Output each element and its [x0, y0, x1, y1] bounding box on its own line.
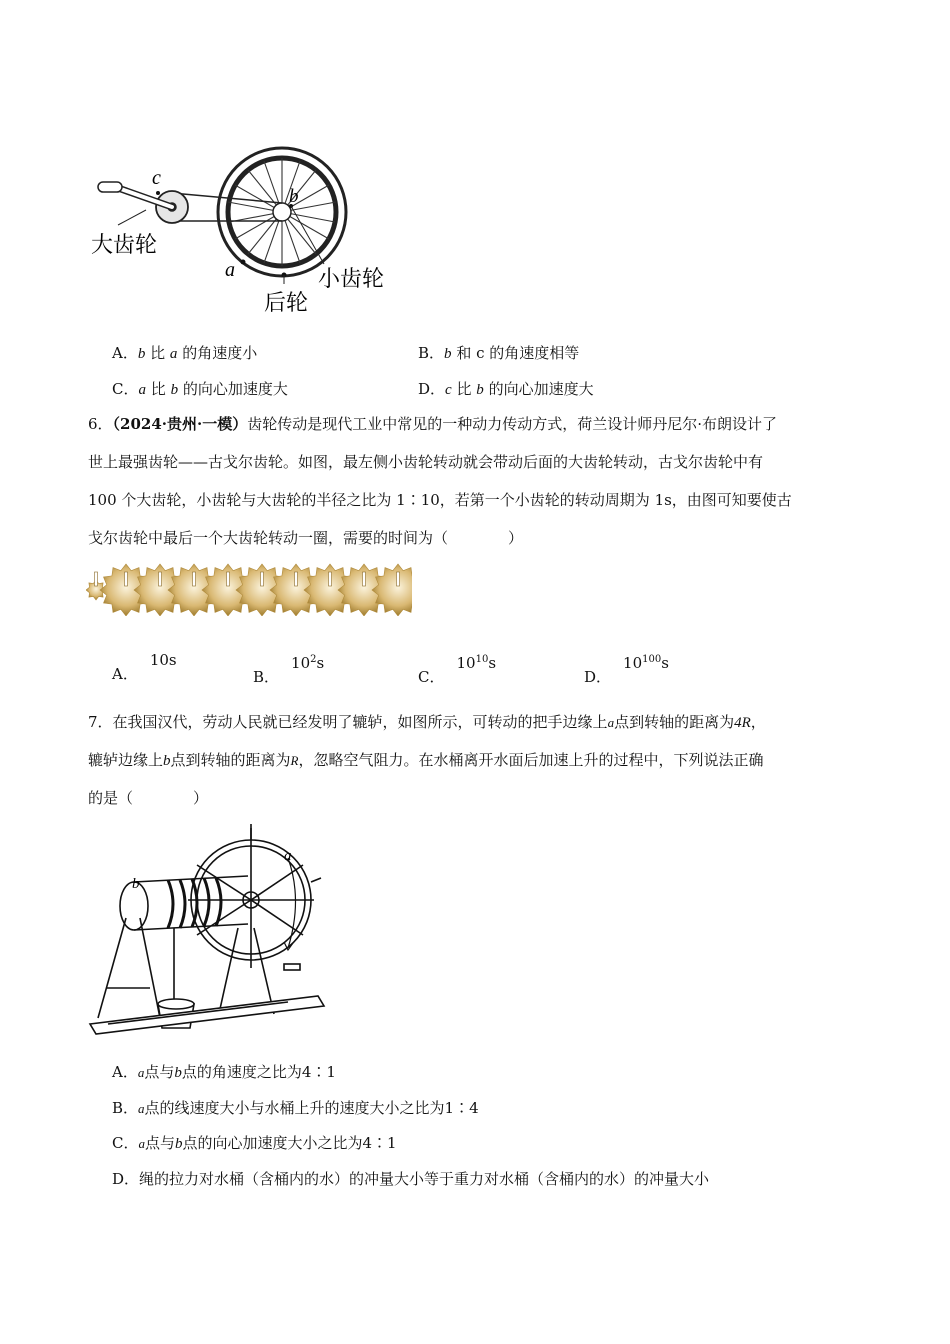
label-small-gear: 小齿轮 — [318, 267, 385, 292]
big-gear-2-shaft — [159, 572, 162, 586]
q6-option-d[interactable]: D．$10^{100}s$ — [584, 654, 669, 686]
label-b: b — [289, 186, 299, 207]
windlass-label-a: a — [284, 848, 292, 864]
q7-option-d[interactable]: D．绳的拉力对水桶（含桶内的水）的冲量大小等于重力对水桶（含桶内的水）的冲量大小 — [112, 1170, 710, 1188]
q7-stem-line1: 7．在我国汉代，劳动人民就已经发明了辘轳，如图所示，可转动的把手边缘上a点到转轴的距离为4R， — [88, 713, 766, 731]
windlass-figure — [88, 818, 328, 1040]
pedal — [98, 182, 122, 192]
big-gear-9-shaft — [397, 572, 400, 586]
label-a: a — [225, 259, 235, 281]
windlass-label-b: b — [132, 876, 140, 892]
q7-option-c[interactable]: C．a点与b点的向心加速度大小之比为4∶1 — [112, 1134, 397, 1152]
q5-option-a[interactable]: A．b 比 a 的角速度小 — [112, 344, 258, 362]
big-gear-4-shaft — [227, 572, 230, 586]
point-a — [241, 260, 246, 265]
q5-option-d[interactable]: D．c 比 b 的向心加速度大 — [418, 380, 594, 398]
point-c — [156, 191, 160, 195]
bicycle-gear-figure — [88, 140, 408, 320]
q6-stem-line1: 6．（2024·贵州·一模）齿轮传动是现代工业中常见的一种动力传动方式，荷兰设计师丹尼尔·布朗设计了 — [88, 415, 778, 433]
q5-option-b[interactable]: B．b 和 c 的角速度相等 — [418, 344, 580, 362]
q5-option-c[interactable]: C．a 比 b 的向心加速度大 — [112, 380, 288, 398]
q6-stem-line2: 世上最强齿轮——古戈尔齿轮。如图，最左侧小齿轮转动就会带动后面的大齿轮转动，古戈尔齿轮中有 — [88, 453, 764, 471]
q6-option-c[interactable]: C．$10^{10}s$ — [418, 654, 497, 686]
gear-train — [86, 564, 412, 616]
big-gear-1-shaft — [125, 572, 128, 586]
q7-stem-line3: 的是（ ） — [88, 789, 209, 807]
big-gear-5-shaft — [261, 572, 264, 586]
q7-option-b[interactable]: B．a点的线速度大小与水桶上升的速度大小之比为1∶4 — [112, 1099, 479, 1117]
q6-stem-line4: 戈尔齿轮中最后一个大齿轮转动一圈，需要的时间为（ ） — [88, 529, 524, 547]
q6-option-a[interactable]: A．10s — [112, 651, 177, 683]
label-c: c — [152, 167, 161, 189]
googol-gear-figure — [86, 560, 412, 616]
q7-stem-line2: 辘轳边缘上b点到转轴的距离为R，忽略空气阻力。在水桶离开水面后加速上升的过程中，下列说法正确 — [88, 751, 764, 769]
big-gear-3-shaft — [193, 572, 196, 586]
q7-option-a[interactable]: A．a点与b点的角速度之比为4∶1 — [112, 1063, 336, 1081]
big-gear-8-shaft — [363, 572, 366, 586]
q6-option-b[interactable]: B．$10^2s$ — [253, 654, 325, 686]
label-big-gear: 大齿轮 — [91, 233, 158, 258]
big-gear-7-shaft — [329, 572, 332, 586]
big-gear-6-shaft — [295, 572, 298, 586]
big-gear-9 — [372, 564, 412, 616]
q6-source: （2024·贵州·一模） — [112, 415, 248, 433]
q6-stem-line3: 100 个大齿轮，小齿轮与大齿轮的半径之比为 1∶10，若第一个小齿轮的转动周期为 1s，由图可知要使古 — [88, 491, 792, 509]
small-gear-first-shaft — [95, 572, 98, 586]
label-rear-wheel: 后轮 — [264, 291, 309, 316]
